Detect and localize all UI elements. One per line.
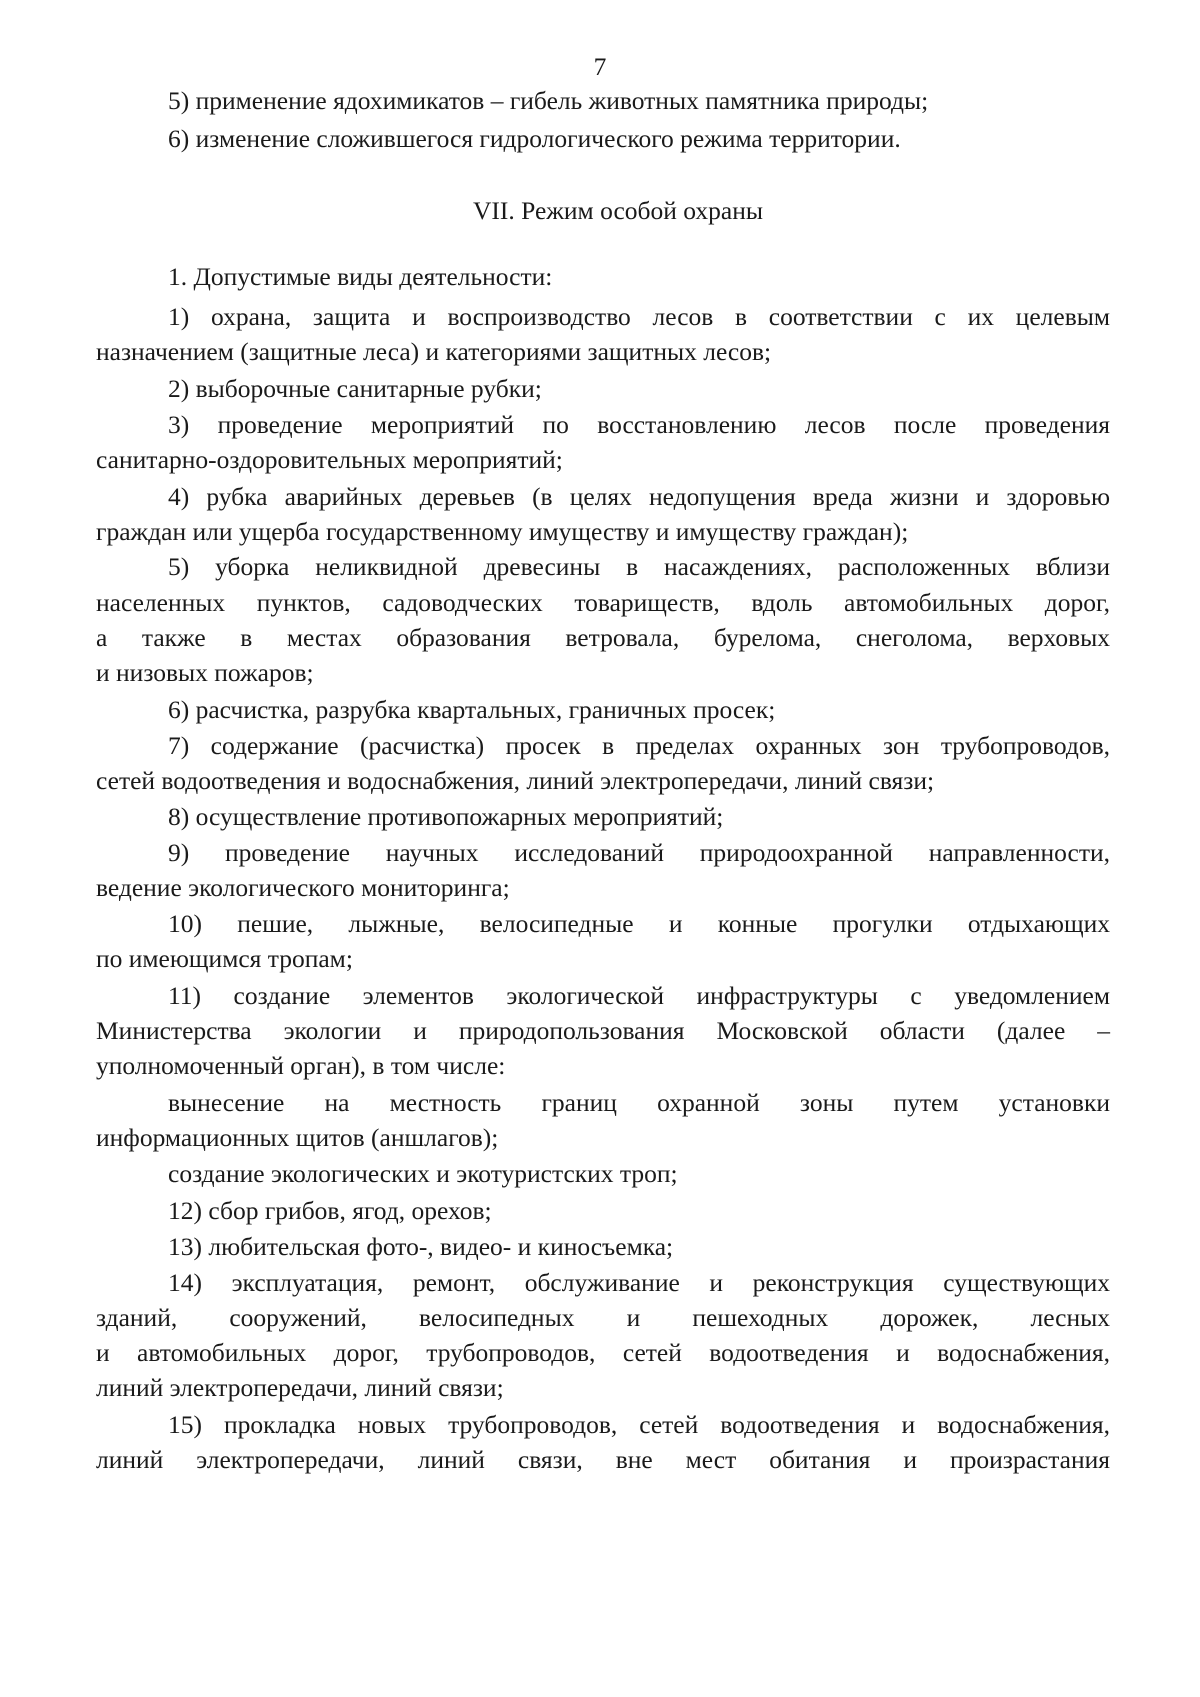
text-line: информационных щитов (аншлагов);: [96, 1123, 499, 1152]
text-line: 15) прокладка новых трубопроводов, сетей водоотведения и водоснабжения,: [168, 1410, 1110, 1439]
text-line: 13) любительская фото-, видео- и киносъемка;: [168, 1232, 674, 1261]
text-line: санитарно-оздоровительных мероприятий;: [96, 445, 563, 474]
text-line: 6) изменение сложившегося гидрологического режима территории.: [168, 124, 901, 153]
text-line: 7) содержание (расчистка) просек в пределах охранных зон трубопроводов,: [168, 731, 1110, 760]
text-line: линий электропередачи, линий связи, вне мест обитания и произрастания: [96, 1445, 1110, 1474]
section-heading: VII. Режим особой охраны: [472, 196, 763, 225]
text-line: 6) расчистка, разрубка квартальных, граничных просек;: [168, 695, 776, 724]
text-line: а также в местах образования ветровала, бурелома, снеголома, верховых: [96, 623, 1110, 652]
text-line: по имеющимся тропам;: [96, 944, 353, 973]
text-line: населенных пунктов, садоводческих товариществ, вдоль автомобильных дорог,: [96, 588, 1110, 617]
page-number: 7: [593, 52, 607, 81]
text-line: граждан или ущерба государственному имуществу и имуществу граждан);: [96, 517, 909, 546]
text-line: 10) пешие, лыжные, велосипедные и конные прогулки отдыхающих: [168, 909, 1110, 938]
text-line: 12) сбор грибов, ягод, орехов;: [168, 1196, 492, 1225]
text-line: ведение экологического мониторинга;: [96, 873, 510, 902]
text-line: 1. Допустимые виды деятельности:: [168, 262, 553, 291]
text-line: 4) рубка аварийных деревьев (в целях недопущения вреда жизни и здоровью: [168, 482, 1110, 511]
text-line: создание экологических и экотуристских троп;: [168, 1159, 678, 1188]
text-line: 9) проведение научных исследований природоохранной направленности,: [168, 838, 1110, 867]
text-line: 11) создание элементов экологической инфраструктуры с уведомлением: [168, 981, 1110, 1010]
text-line: вынесение на местность границ охранной зоны путем установки: [168, 1088, 1110, 1117]
text-line: 1) охрана, защита и воспроизводство лесов в соответствии с их целевым: [168, 302, 1110, 331]
text-line: уполномоченный орган), в том числе:: [96, 1051, 506, 1080]
text-line: 2) выборочные санитарные рубки;: [168, 374, 542, 403]
text-line: 5) уборка неликвидной древесины в насаждениях, расположенных вблизи: [168, 552, 1110, 581]
text-line: 3) проведение мероприятий по восстановлению лесов после проведения: [168, 410, 1110, 439]
text-line: 5) применение ядохимикатов – гибель животных памятника природы;: [168, 86, 929, 115]
text-line: сетей водоотведения и водоснабжения, линий электропередачи, линий связи;: [96, 766, 935, 795]
text-line: 8) осуществление противопожарных мероприятий;: [168, 802, 724, 831]
text-line: Министерства экологии и природопользования Московской области (далее –: [96, 1016, 1110, 1045]
text-line: назначением (защитные леса) и категориями защитных лесов;: [96, 337, 772, 366]
text-line: и автомобильных дорог, трубопроводов, сетей водоотведения и водоснабжения,: [96, 1338, 1110, 1367]
text-line: зданий, сооружений, велосипедных и пешеходных дорожек, лесных: [96, 1303, 1110, 1332]
text-line: линий электропередачи, линий связи;: [96, 1373, 504, 1402]
text-line: 14) эксплуатация, ремонт, обслуживание и реконструкция существующих: [168, 1268, 1110, 1297]
text-line: и низовых пожаров;: [96, 658, 314, 687]
